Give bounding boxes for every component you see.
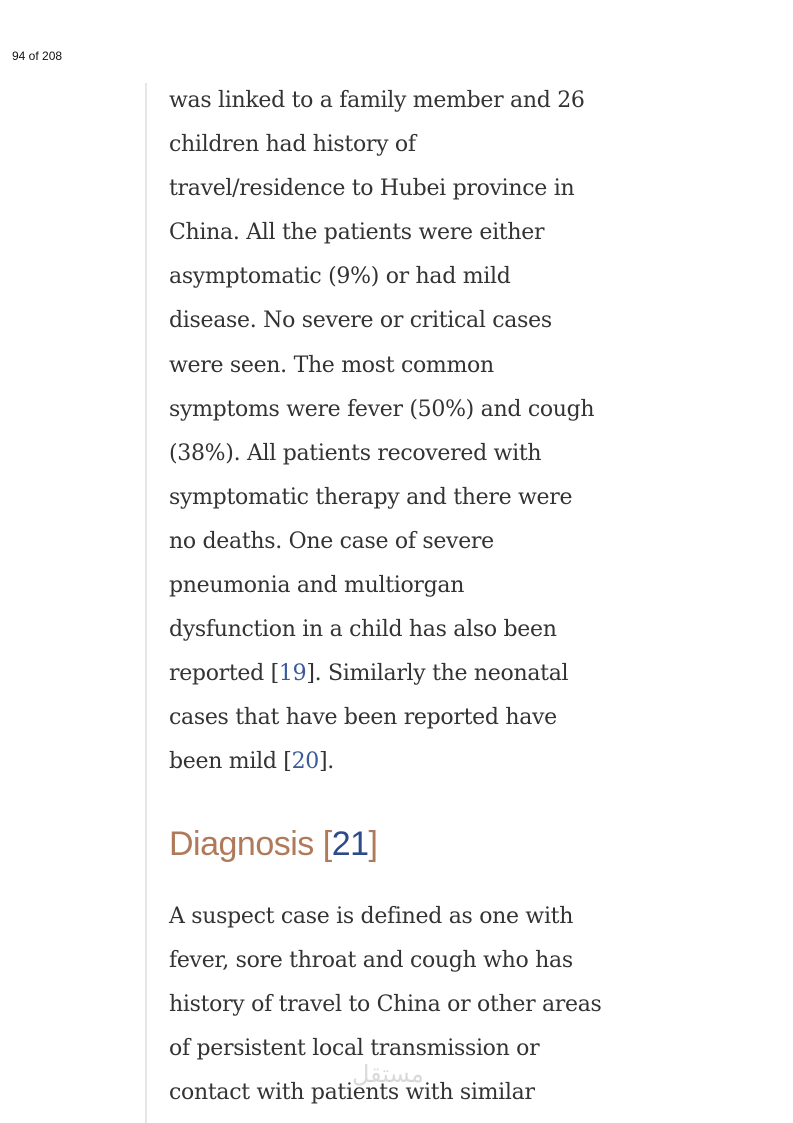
reference-link-21[interactable]: 21 xyxy=(331,825,369,863)
text-line: travel/residence to Hubei province in xyxy=(169,176,575,202)
watermark: مستقل xyxy=(352,1060,424,1088)
heading-bracket: [ xyxy=(322,825,332,863)
reference-link-20[interactable]: 20 xyxy=(291,749,319,775)
text-line: no deaths. One case of severe xyxy=(169,528,494,554)
text-fragment: ]. Similarly the neonatal xyxy=(306,661,569,687)
text-line xyxy=(169,740,659,784)
heading-text: Diagnosis xyxy=(169,825,323,863)
heading-bracket: ] xyxy=(368,825,378,863)
reference-link-19[interactable]: 19 xyxy=(278,661,307,687)
paragraph-epidemiology xyxy=(169,83,659,785)
document-content xyxy=(145,83,667,1123)
text-line: A suspect case is defined as one with xyxy=(169,904,574,929)
text-fragment: been mild [ xyxy=(169,749,292,775)
text-line: were seen. The most common xyxy=(169,352,494,378)
text-line: pneumonia and multiorgan xyxy=(169,573,465,599)
text-fragment: reported [ xyxy=(169,661,279,687)
text-line: dysfunction in a child has also been xyxy=(169,617,557,643)
section-heading-diagnosis xyxy=(169,825,377,864)
text-line: history of travel to China or other areas xyxy=(169,992,602,1018)
text-line: asymptomatic (9%) or had mild xyxy=(169,264,511,290)
text-line xyxy=(169,652,659,696)
page-counter: 94 of 208 xyxy=(12,49,63,63)
text-line: disease. No severe or critical cases xyxy=(169,308,552,334)
text-line: contact with patients with similar xyxy=(169,1080,535,1106)
text-line: symptoms were fever (50%) and cough xyxy=(169,396,595,422)
text-fragment: ]. xyxy=(318,749,334,775)
text-line: of persistent local transmission or xyxy=(169,1036,540,1062)
text-line: fever, sore throat and cough who has xyxy=(169,948,573,974)
text-line: (38%). All patients recovered with xyxy=(169,440,542,466)
text-line: symptomatic therapy and there were xyxy=(169,484,573,510)
text-line: children had history of xyxy=(169,132,416,158)
text-line: was linked to a family member and 26 xyxy=(169,88,585,113)
text-line: China. All the patients were either xyxy=(169,220,545,246)
text-line: cases that have been reported have xyxy=(169,705,557,731)
